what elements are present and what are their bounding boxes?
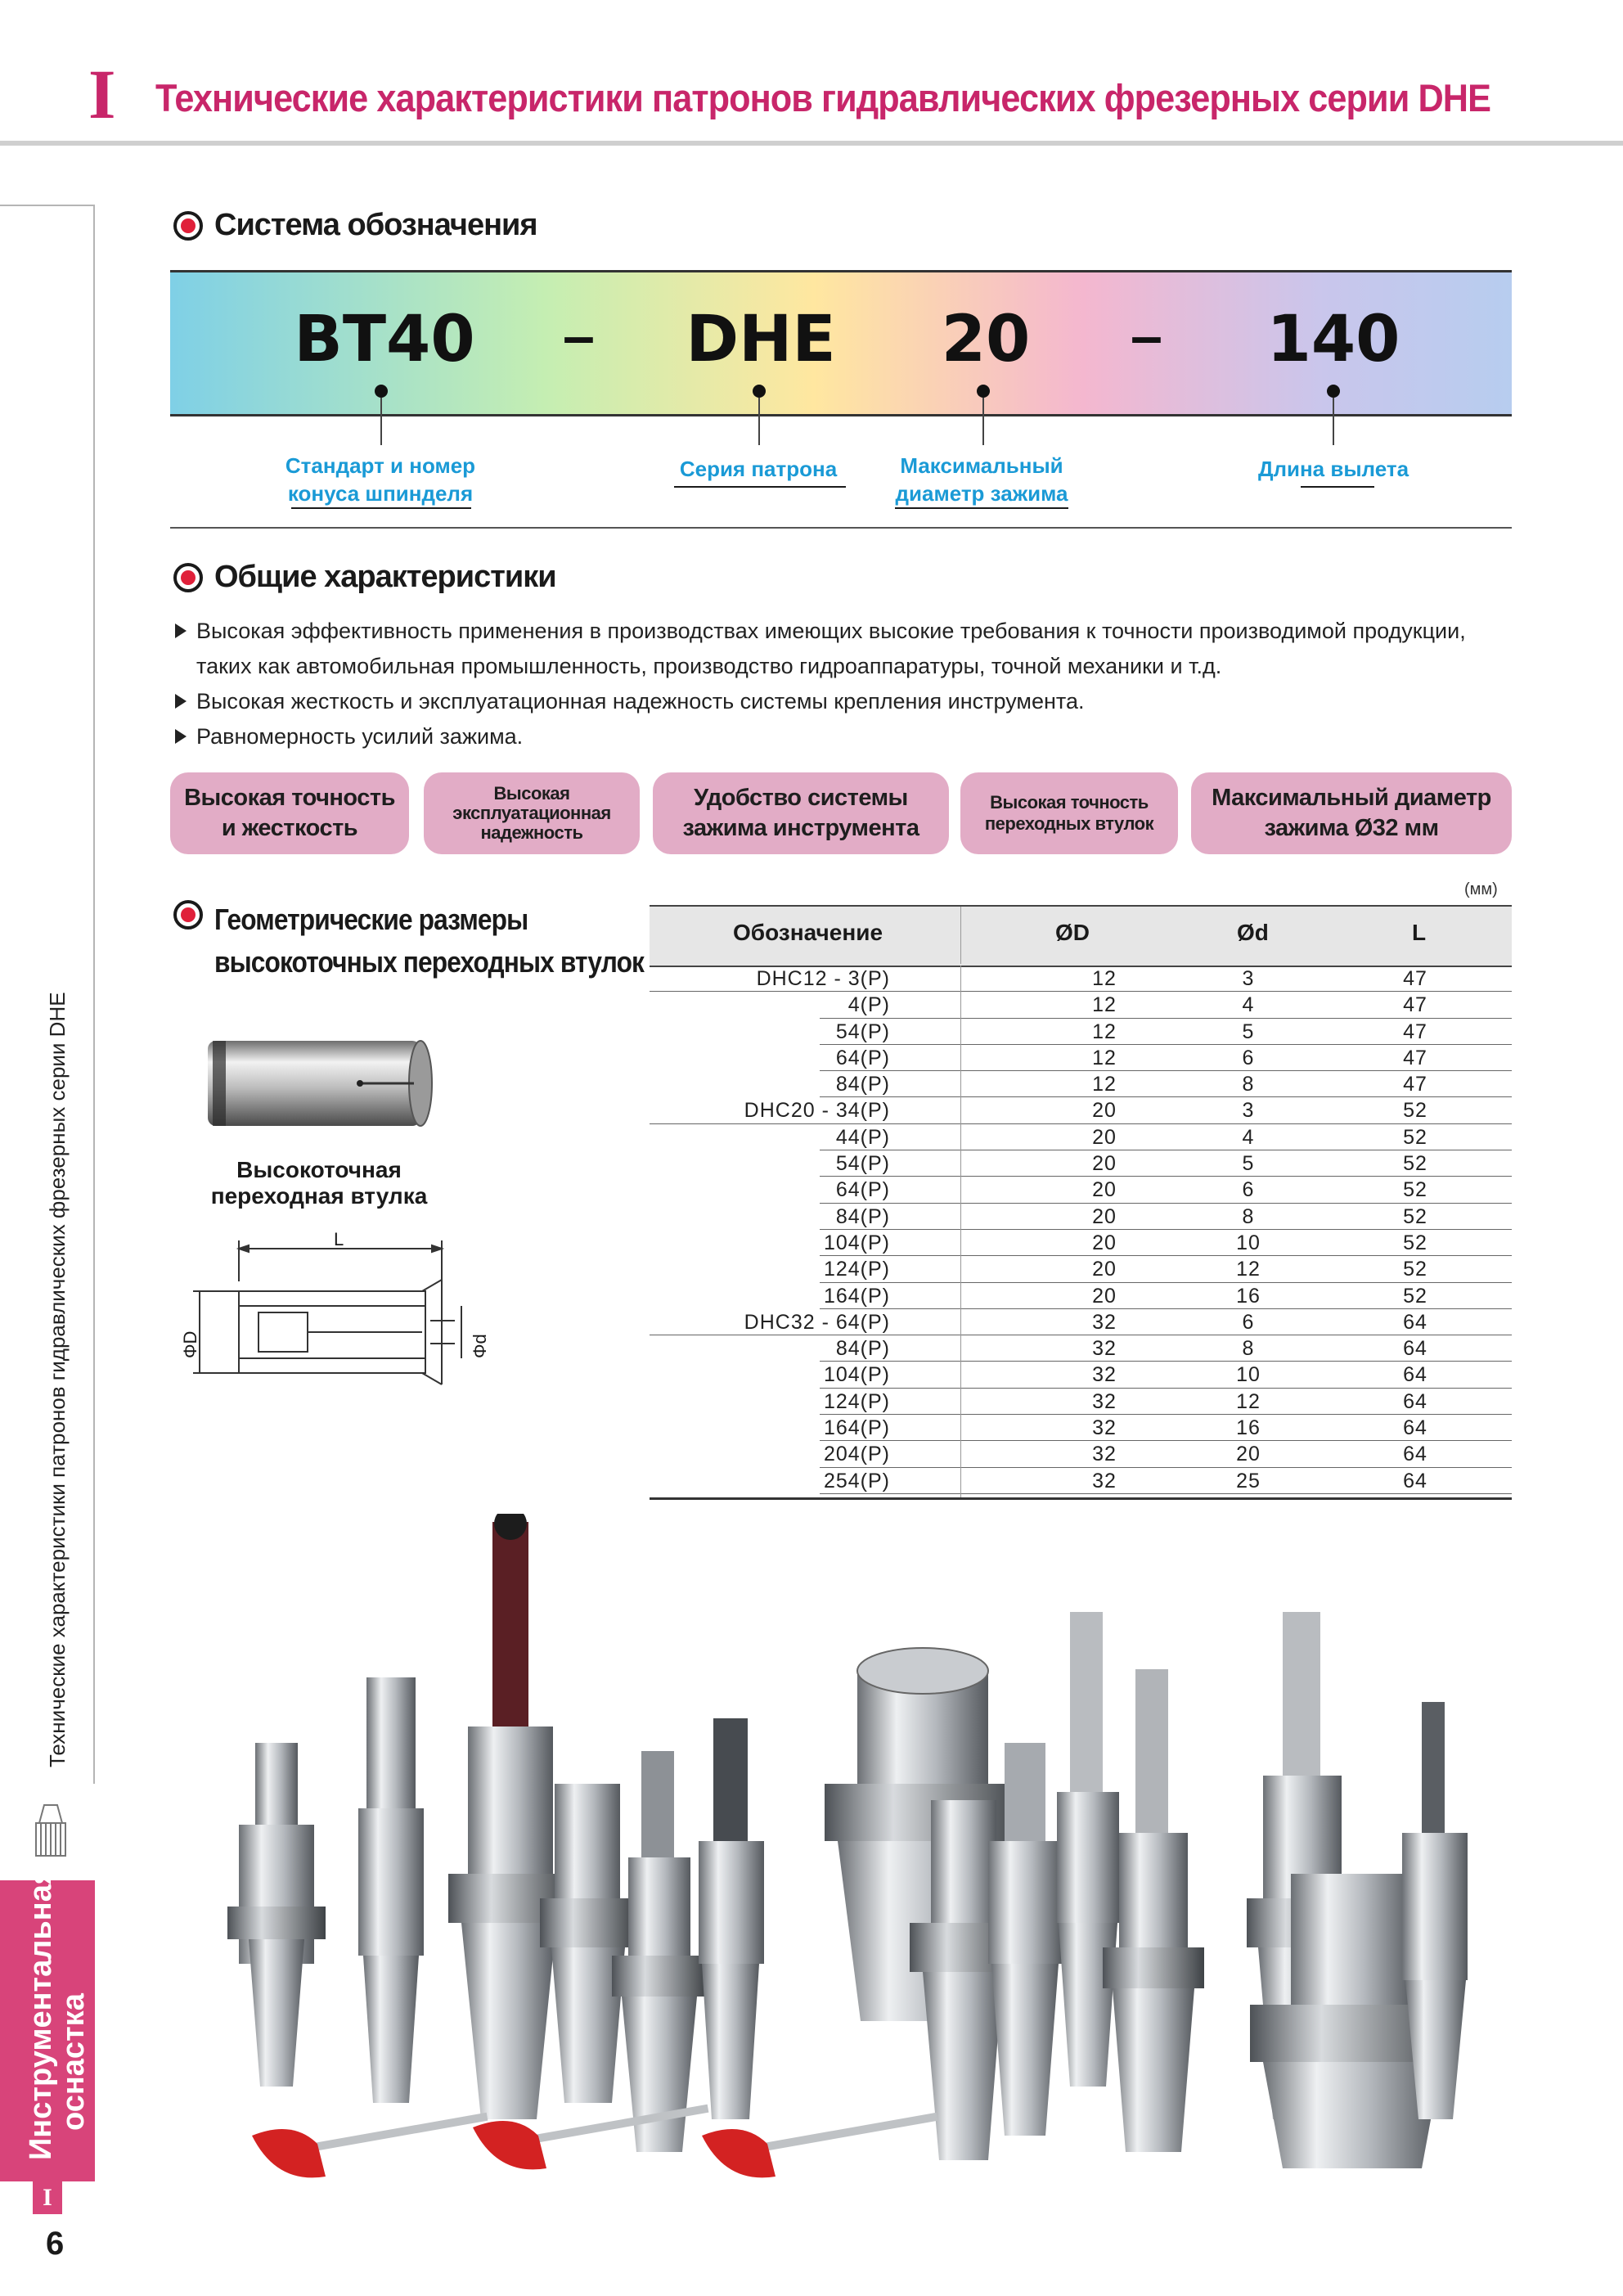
cell-inner-diameter: 8: [1242, 1337, 1255, 1361]
cell-length: 47: [1403, 1020, 1427, 1043]
cell-length: 52: [1403, 1099, 1427, 1123]
cell-designation: 254(P): [823, 1469, 890, 1492]
cell-outer-diameter: 12: [1092, 1073, 1117, 1096]
row-divider: [820, 1493, 1512, 1494]
header-divider: [0, 141, 1623, 146]
page-title: Технические характеристики патронов гидравлических фрезерных серии DHE: [155, 76, 1490, 119]
label-underline: [1301, 486, 1374, 488]
code-140: 140: [1266, 303, 1400, 376]
general-title: Общие характеристики: [214, 560, 556, 594]
cell-inner-diameter: 3: [1242, 1099, 1255, 1123]
table-row: [650, 1019, 1512, 1045]
cell-length: 64: [1403, 1337, 1427, 1361]
cell-inner-diameter: 20: [1236, 1443, 1261, 1466]
dim-label-L: L: [334, 1229, 344, 1249]
cell-designation: DHC20 - 34(P): [744, 1099, 890, 1123]
cell-outer-diameter: 12: [1092, 967, 1117, 990]
bullet-target-icon: [173, 900, 203, 930]
cell-inner-diameter: 6: [1242, 1046, 1255, 1069]
cell-designation: 204(P): [823, 1443, 890, 1466]
cell-designation: 64(P): [835, 1178, 890, 1202]
cell-designation: 4(P): [847, 993, 890, 1017]
cell-length: 64: [1403, 1469, 1427, 1492]
cell-inner-diameter: 16: [1236, 1284, 1261, 1308]
cell-outer-diameter: 12: [1092, 1020, 1117, 1043]
table-row: [650, 1309, 1512, 1335]
cell-outer-diameter: 20: [1092, 1099, 1117, 1123]
cell-outer-diameter: 32: [1092, 1310, 1117, 1334]
cell-inner-diameter: 8: [1242, 1204, 1255, 1228]
header-roman: I: [88, 55, 116, 133]
bullet-item: Высокая эффективность применения в производствах имеющих высокие требования к точности производимой продукции,: [175, 614, 1466, 649]
cell-inner-diameter: 6: [1242, 1310, 1255, 1334]
cell-designation: 164(P): [823, 1284, 890, 1308]
table-row: [650, 1230, 1512, 1256]
cell-inner-diameter: 5: [1242, 1152, 1255, 1176]
cell-length: 64: [1403, 1416, 1427, 1440]
cell-outer-diameter: 12: [1092, 1046, 1117, 1069]
cell-length: 52: [1403, 1231, 1427, 1254]
code-dash: –: [563, 304, 595, 367]
code-dash: –: [1131, 304, 1162, 367]
header-outer-diameter: ØD: [1055, 920, 1090, 945]
bullet-item: Равномерность усилий зажима.: [175, 719, 523, 754]
table-row: [650, 1177, 1512, 1203]
marker-dot: [1327, 385, 1340, 398]
section-separator: [170, 527, 1512, 529]
code-bt40: BT40: [294, 303, 475, 376]
cell-designation: 44(P): [835, 1125, 890, 1149]
table-row: [650, 992, 1512, 1018]
table-row: [650, 966, 1512, 992]
cell-length: 52: [1403, 1284, 1427, 1308]
cell-outer-diameter: 20: [1092, 1231, 1117, 1254]
cell-outer-diameter: 32: [1092, 1389, 1117, 1413]
general-heading: [173, 560, 556, 595]
leader-line: [380, 398, 382, 445]
header-inner-diameter: Ød: [1237, 920, 1269, 945]
cell-length: 52: [1403, 1258, 1427, 1281]
header-designation: Обозначение: [733, 920, 883, 945]
cell-designation: DHC12 - 3(P): [756, 967, 890, 990]
cell-length: 52: [1403, 1204, 1427, 1228]
geometry-title-line2: высокоточных переходных втулок: [214, 945, 645, 979]
table-row: [650, 1283, 1512, 1309]
marker-dot: [753, 385, 766, 398]
table-column-divider: [960, 966, 961, 1499]
cell-designation: DHC32 - 64(P): [744, 1310, 890, 1334]
table-row: [650, 1468, 1512, 1494]
cell-outer-diameter: 20: [1092, 1152, 1117, 1176]
table-unit: (мм): [1464, 880, 1498, 898]
band-bottom-line: [170, 414, 1512, 416]
cell-designation: 84(P): [835, 1073, 890, 1096]
cell-inner-diameter: 4: [1242, 1125, 1255, 1149]
table-row: [650, 1441, 1512, 1467]
cell-length: 64: [1403, 1363, 1427, 1387]
cell-length: 47: [1403, 1046, 1427, 1069]
band-top-line: [170, 270, 1512, 272]
table-row: [650, 1256, 1512, 1282]
cell-outer-diameter: 12: [1092, 993, 1117, 1017]
cell-length: 47: [1403, 993, 1427, 1017]
cell-designation: 84(P): [835, 1337, 890, 1361]
cell-designation: 124(P): [823, 1389, 890, 1413]
cell-inner-diameter: 12: [1236, 1258, 1261, 1281]
cell-inner-diameter: 3: [1242, 967, 1255, 990]
sidebar-section-label: Инструментальная оснастка: [24, 1866, 91, 2160]
cell-outer-diameter: 32: [1092, 1443, 1117, 1466]
table-row: [650, 1150, 1512, 1177]
cell-designation: 54(P): [835, 1020, 890, 1043]
sidebar-roman: I: [33, 2181, 62, 2214]
marker-dot: [375, 385, 388, 398]
cell-length: 52: [1403, 1178, 1427, 1202]
sidebar-vertical-title: Технические характеристики патронов гидравлических фрезерных серии DHE: [45, 992, 70, 1767]
code-20: 20: [941, 303, 1031, 376]
cell-outer-diameter: 20: [1092, 1258, 1117, 1281]
bullet-item-cont: таких как автомобильная промышленность, производство гидроаппаратуры, точной механики и т.д.: [196, 654, 1222, 678]
table-row: [650, 1124, 1512, 1150]
cell-length: 47: [1403, 1073, 1427, 1096]
dim-label-d: Φd: [470, 1334, 490, 1358]
table-row: [650, 1415, 1512, 1441]
cell-designation: 104(P): [823, 1363, 890, 1387]
cell-inner-diameter: 10: [1236, 1231, 1261, 1254]
table-row: [650, 1362, 1512, 1388]
cell-inner-diameter: 16: [1236, 1416, 1261, 1440]
cell-inner-diameter: 5: [1242, 1020, 1255, 1043]
table-row: [650, 1097, 1512, 1123]
header-length: L: [1412, 920, 1427, 945]
code-dhe: DHE: [686, 303, 836, 376]
cell-outer-diameter: 20: [1092, 1204, 1117, 1228]
label-underline: [291, 507, 471, 509]
label-length: Длина вылета: [1257, 457, 1409, 481]
cell-outer-diameter: 32: [1092, 1337, 1117, 1361]
label-underline: [674, 486, 846, 488]
cell-designation: 164(P): [823, 1416, 890, 1440]
triangle-bullet-icon: [175, 729, 187, 744]
cell-length: 47: [1403, 967, 1427, 990]
cell-length: 64: [1403, 1310, 1427, 1334]
table-bottom-line: [650, 1497, 1512, 1500]
feature-pill: Высокая эксплуатационная надежность: [424, 772, 640, 854]
cell-outer-diameter: 20: [1092, 1178, 1117, 1202]
cell-inner-diameter: 4: [1242, 993, 1255, 1017]
feature-pill: Удобство системы зажима инструмента: [653, 772, 949, 854]
page-number: 6: [46, 2226, 65, 2262]
bushing-image: [196, 1028, 442, 1142]
cell-outer-diameter: 32: [1092, 1469, 1117, 1492]
bullet-target-icon: [173, 563, 203, 592]
feature-pill: Максимальный диаметр зажима Ø32 мм: [1191, 772, 1512, 854]
product-photo: [170, 1514, 1544, 2226]
triangle-bullet-icon: [175, 624, 187, 638]
leader-line: [1333, 398, 1334, 445]
bullet-item: Высокая жесткость и эксплуатационная надежность системы крепления инструмента.: [175, 684, 1085, 719]
triangle-bullet-icon: [175, 694, 187, 709]
leader-line: [758, 398, 760, 445]
feature-pill: Высокая точность переходных втулок: [960, 772, 1178, 854]
table-row: [650, 1204, 1512, 1230]
table-row: [650, 1071, 1512, 1097]
cell-outer-diameter: 20: [1092, 1284, 1117, 1308]
feature-pill: Высокая точность и жесткость: [170, 772, 409, 854]
cell-inner-diameter: 25: [1236, 1469, 1261, 1492]
cell-designation: 64(P): [835, 1046, 890, 1069]
label-standard: Стандарт и номер конуса шпинделя: [285, 453, 476, 506]
cell-length: 64: [1403, 1389, 1427, 1413]
cell-inner-diameter: 8: [1242, 1073, 1255, 1096]
designation-title: Система обозначения: [214, 208, 537, 242]
cell-inner-diameter: 10: [1236, 1363, 1261, 1387]
collet-icon: [31, 1799, 72, 1864]
label-underline: [895, 507, 1068, 509]
cell-designation: 84(P): [835, 1204, 890, 1228]
leader-line: [982, 398, 984, 445]
wrench-group: [252, 2105, 937, 2178]
table-row: [650, 1389, 1512, 1415]
cell-outer-diameter: 32: [1092, 1416, 1117, 1440]
bushing-caption: Высокоточная переходная втулка: [210, 1157, 428, 1209]
cell-inner-diameter: 12: [1236, 1389, 1261, 1413]
bullet-target-icon: [173, 211, 203, 241]
label-series: Серия патрона: [679, 457, 838, 481]
designation-heading: [173, 208, 537, 243]
cell-length: 52: [1403, 1125, 1427, 1149]
geometry-title-line1: Геометрические размеры: [214, 903, 528, 936]
sidebar-top-line: [0, 205, 95, 206]
bushing-drawing: [160, 1224, 471, 1404]
tool-holder-group: [227, 1514, 1468, 2168]
dim-label-D: ΦD: [180, 1330, 200, 1358]
cell-length: 64: [1403, 1443, 1427, 1466]
geometry-heading: [173, 898, 703, 984]
cell-designation: 124(P): [823, 1258, 890, 1281]
cell-inner-diameter: 6: [1242, 1178, 1255, 1202]
cell-outer-diameter: 32: [1092, 1363, 1117, 1387]
sidebar-line: [93, 205, 95, 1784]
cell-designation: 54(P): [835, 1152, 890, 1176]
cell-outer-diameter: 20: [1092, 1125, 1117, 1149]
label-max-diameter: Максимальный диаметр зажима: [895, 453, 1068, 506]
table-body: [650, 966, 1512, 1494]
cell-length: 52: [1403, 1152, 1427, 1176]
marker-dot: [977, 385, 990, 398]
table-row: [650, 1045, 1512, 1071]
table-row: [650, 1335, 1512, 1362]
cell-designation: 104(P): [823, 1231, 890, 1254]
table-header-divider: [960, 907, 961, 964]
